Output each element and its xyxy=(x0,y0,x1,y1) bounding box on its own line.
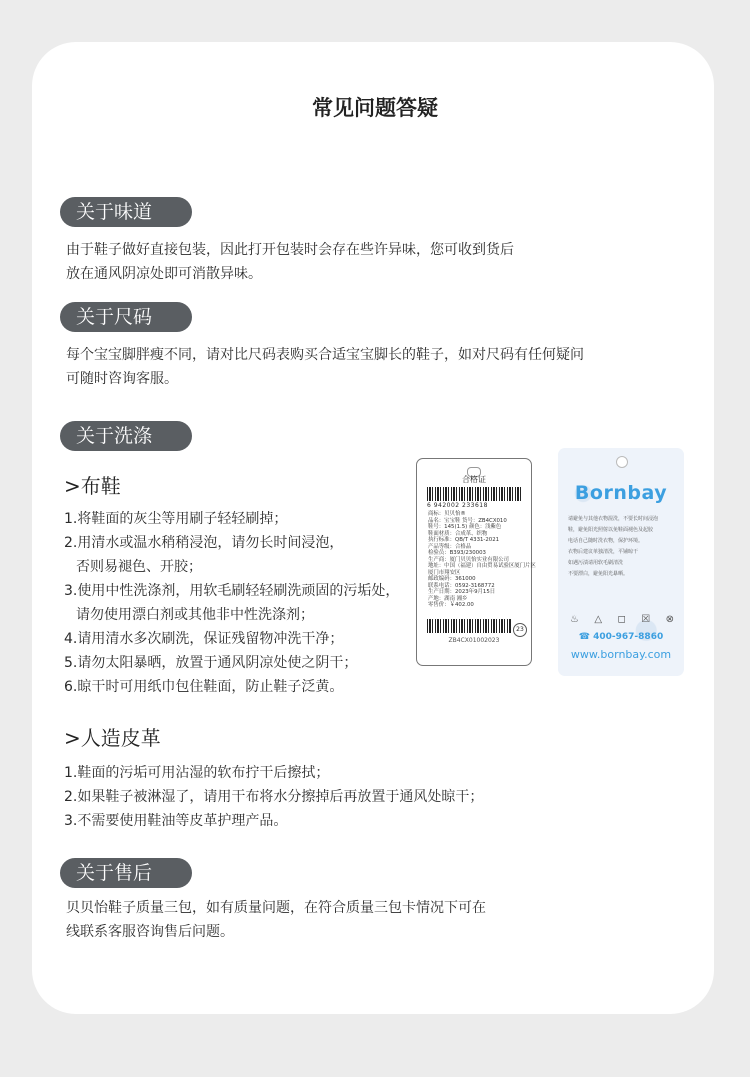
cert-line: 鞋面材质：合成革、织物 xyxy=(428,530,488,537)
cert-code: ZB4CX01002023 xyxy=(448,637,500,644)
after-sales-text xyxy=(66,896,486,944)
cloth-shoes-heading: >布鞋 xyxy=(64,474,121,498)
brand-line: 请避免与其他衣物混洗，不要长时间浸泡 xyxy=(568,516,659,522)
cert-line: 商标：贝贝怡® xyxy=(428,511,466,517)
brand-phone-number: 400-967-8860 xyxy=(593,632,664,642)
brand-phone: ☎ 400-967-8860 xyxy=(578,632,664,642)
leather-heading: >人造皮革 xyxy=(64,726,161,750)
tag-hole xyxy=(616,456,628,468)
cert-line: 邮政编码：361000 xyxy=(428,576,476,582)
section-tag-wash: 关于洗涤 xyxy=(60,421,192,451)
barcode-icon xyxy=(427,487,521,501)
cloth-steps-list xyxy=(64,507,399,699)
section-tag-after-sales: 关于售后 xyxy=(60,858,192,888)
cloth-step-6 xyxy=(64,675,399,699)
brand-line: 电话自己随时洗衣物，保护环境。 xyxy=(568,538,644,544)
section-tag-size: 关于尺码 xyxy=(60,302,192,332)
leather-steps-list xyxy=(64,761,483,833)
cert-line: 品名：宝宝鞋 货号：ZB4CX010 xyxy=(428,517,507,524)
size-text-line-2: 可随时咨询客服。 xyxy=(66,371,178,387)
brand-care-text xyxy=(568,514,676,580)
cloth-step-3-cont: 请勿使用漂白剂或其他非中性洗涤剂； xyxy=(76,607,314,623)
cert-line: 联系电话：0592-3168772 xyxy=(428,582,495,589)
cloth-step-5 xyxy=(64,651,399,675)
page-title: 常见问题答疑 xyxy=(312,96,438,120)
barcode-number: 6 942002 233618 xyxy=(427,502,488,509)
cert-line: 鞋号：145(1.5) 颜色：浅紫色 xyxy=(428,524,502,530)
dryclean-icon: ⊗ xyxy=(665,614,674,625)
size-text xyxy=(66,343,584,391)
cert-title: 合格证 xyxy=(462,475,486,484)
leather-step-3: 3.不需要使用鞋油等皮革护理产品。 xyxy=(64,813,288,829)
cert-line: 生产商：厦门贝贝怡实业有限公司 xyxy=(428,556,509,563)
cert-badge: 23 xyxy=(513,623,527,637)
section-tag-smell: 关于味道 xyxy=(60,197,192,227)
brand-line: 鞋，避免阳光照射以免鞋面褪色及起胶 xyxy=(568,527,654,533)
barcode-icon xyxy=(427,619,511,633)
cloth-step-1-text: 1.将鞋面的灰尘等用刷子轻轻刷掉； xyxy=(64,511,288,527)
smell-text-line-1: 由于鞋子做好直接包装，因此打开包装时会存在些许异味，您可收到货后 xyxy=(66,242,514,258)
cloth-step-3-text: 3.使用中性洗涤剂，用软毛刷轻轻刷洗顽固的污垢处， xyxy=(64,583,400,599)
smell-text-line-2: 放在通风阴凉处即可消散异味。 xyxy=(66,266,262,282)
cloth-step-2 xyxy=(64,531,399,579)
brand-line: 如遇污渍请用软毛刷清洗 xyxy=(568,560,624,566)
dry-icon: ◻ xyxy=(617,614,626,625)
size-text-line-1: 每个宝宝脚胖瘦不同，请对比尺码表购买合适宝宝脚长的鞋子，如对尺码有任何疑问 xyxy=(66,347,584,363)
after-text-line-1: 贝贝怡鞋子质量三包，如有质量问题，在符合质量三包卡情况下可在 xyxy=(66,900,486,916)
brand-line: 不要漂白，避免阳光暴晒。 xyxy=(568,571,629,577)
cloth-step-6-text: 6.晾干时可用纸巾包住鞋面，防止鞋子泛黄。 xyxy=(64,679,344,695)
brand-tag-image xyxy=(558,448,684,676)
wash-icon: ♨ xyxy=(570,614,579,625)
cert-info xyxy=(428,511,536,609)
cert-line: 产品等级：合格品 xyxy=(428,543,472,550)
bleach-icon: △ xyxy=(594,614,603,625)
cert-line: 检验员：B393/230003 xyxy=(428,550,486,556)
cloth-step-1 xyxy=(64,507,399,531)
leather-step-1: 1.鞋面的污垢可用沾湿的软布拧干后擦拭； xyxy=(64,765,330,781)
certificate-tag-image xyxy=(416,458,536,666)
leather-step-2: 2.如果鞋子被淋湿了，请用干布将水分擦掉后再放置于通风处晾干； xyxy=(64,789,484,805)
cert-line: 生产日期：2023年9月15日 xyxy=(428,589,496,595)
cloth-step-2-cont: 否则易褪色、开胶； xyxy=(76,559,202,575)
cloth-step-4-text: 4.请用清水多次刷洗，保证残留物冲洗干净； xyxy=(64,631,344,647)
cert-line: 地址：中国（福建）自由贸易试验区厦门片区 xyxy=(428,563,536,569)
after-text-line-2: 线联系客服咨询售后问题。 xyxy=(66,924,234,940)
cloth-step-2-text: 2.用清水或温水稍稍浸泡，请勿长时间浸泡， xyxy=(64,535,344,551)
cert-line: 产地：湖南 湘乡 xyxy=(428,595,468,602)
cloth-step-5-text: 5.请勿太阳暴晒，放置于通风阴凉处使之阴干； xyxy=(64,655,358,671)
brand-line: 衣物后建议单独清洗，平铺晾干 xyxy=(568,549,639,555)
iron-icon: ☒ xyxy=(641,614,651,625)
cloth-step-4 xyxy=(64,627,399,651)
smell-text xyxy=(66,238,514,286)
brand-website: www.bornbay.com xyxy=(570,648,672,661)
care-icons xyxy=(570,614,674,625)
cert-line: 厦门市翔安区 xyxy=(428,569,461,576)
brand-logo: Bornbay xyxy=(574,482,668,504)
cert-line: 零售价：￥402.00 xyxy=(428,602,474,608)
cloth-step-3 xyxy=(64,579,399,627)
cert-line: 执行标准：QB/T 4331-2021 xyxy=(428,537,500,543)
